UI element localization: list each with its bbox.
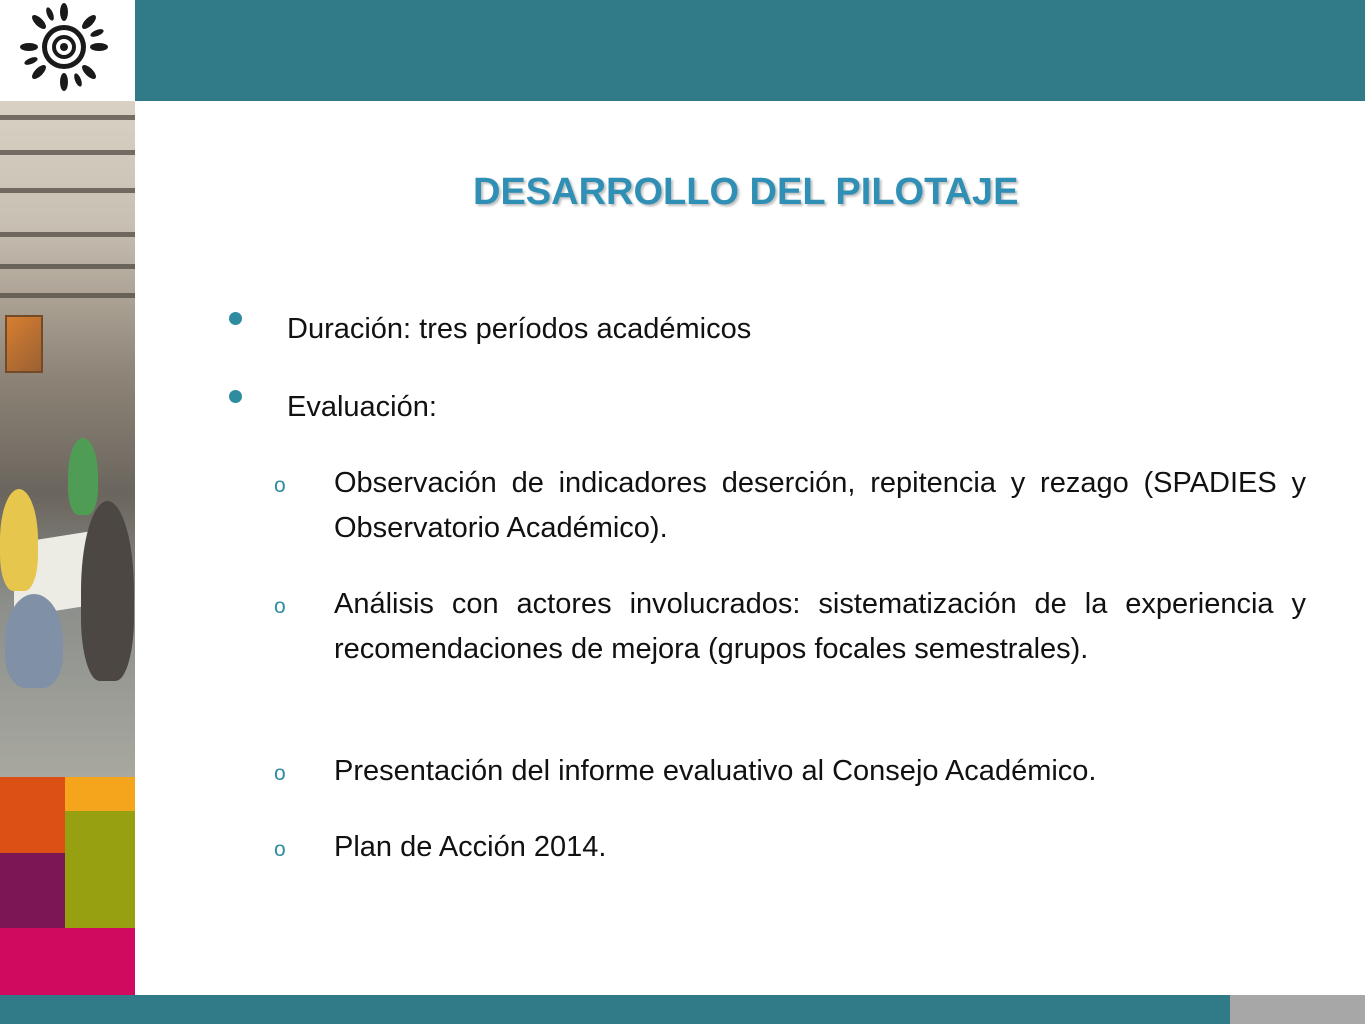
- page-title: DESARROLLO DEL PILOTAJE: [473, 171, 1019, 213]
- logo-area: [0, 0, 135, 101]
- bottom-teal-bar: [0, 995, 1230, 1024]
- decorative-color-blocks: [0, 777, 135, 995]
- sun-spiral-icon: [0, 0, 135, 101]
- round-bullet-icon: [229, 312, 242, 325]
- student-figure: [68, 438, 98, 515]
- orange-block: [0, 777, 65, 853]
- sub-item-text: Análisis con actores involucrados: sistematización de la experiencia y recomendaciones de mejora (grupos focales semestrales).: [334, 588, 1306, 665]
- bullet-text: Duración: tres períodos académicos: [287, 313, 752, 345]
- magenta-block: [0, 928, 135, 995]
- hollow-circle-bullet-icon: o: [274, 762, 286, 785]
- hollow-circle-bullet-icon: o: [274, 838, 286, 861]
- hollow-circle-bullet-icon: o: [274, 595, 286, 618]
- student-figure: [5, 594, 63, 688]
- bottom-gray-bar: [1230, 995, 1365, 1024]
- hollow-circle-bullet-icon: o: [274, 474, 286, 497]
- sub-item-text: Presentación del informe evaluativo al Consejo Académico.: [334, 755, 1097, 787]
- student-figure: [0, 489, 38, 591]
- sub-item-text: Observación de indicadores deserción, repitencia y rezago (SPADIES y Observatorio Académico).: [334, 467, 1306, 544]
- bullet-text: Evaluación:: [287, 391, 437, 423]
- amber-block: [65, 777, 135, 811]
- campus-photo: [0, 101, 135, 777]
- purple-block: [0, 853, 65, 928]
- top-teal-bar: [135, 0, 1365, 101]
- mural-painting: [5, 315, 43, 373]
- sub-item-text: Plan de Acción 2014.: [334, 831, 607, 863]
- student-figure: [81, 501, 134, 681]
- olive-block: [65, 811, 135, 928]
- round-bullet-icon: [229, 390, 242, 403]
